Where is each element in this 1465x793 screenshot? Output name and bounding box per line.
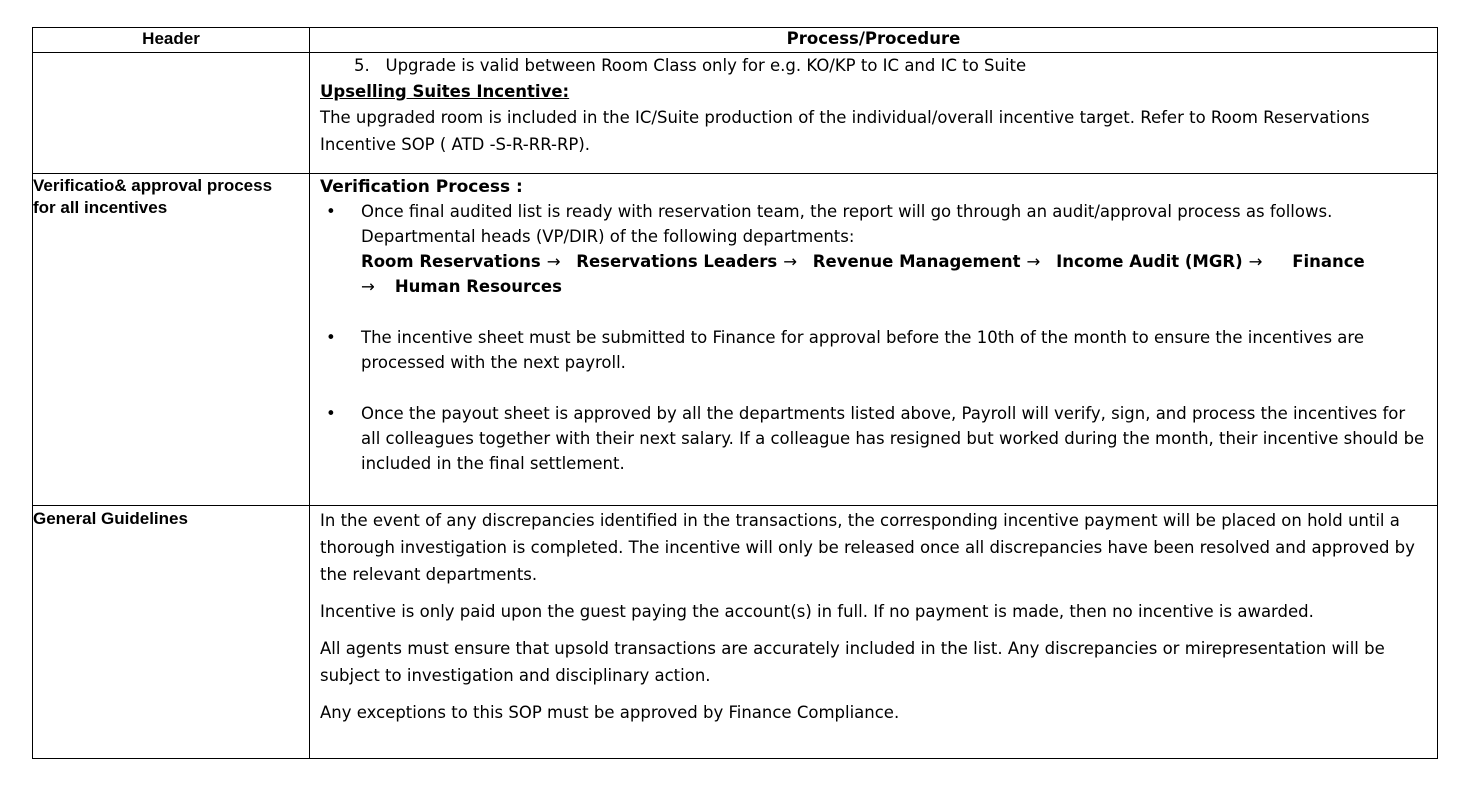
list-item [320,401,1427,476]
guideline-paragraph: All agents must ensure that upsold transactions are accurately included in the list. Any discrepancies or mirepresentation will be subject to investigation and disciplinary action. [320,639,1385,685]
bullet-icon: • [326,404,336,423]
guideline-paragraph: Any exceptions to this SOP must be approved by Finance Compliance. [320,703,900,722]
flow-step-income-audit: Income Audit (MGR) [1056,252,1243,271]
arrow-right-icon: → [1026,252,1041,271]
row-content-verification [310,174,1438,506]
approval-flow [361,249,1427,299]
flow-step-room-reservations: Room Reservations [361,252,541,271]
upselling-subheading: Upselling Suites Incentive: [320,82,570,101]
table-row-verification [33,174,1438,506]
arrow-right-icon: → [361,277,375,296]
bullet-icon: • [326,328,336,347]
verification-label-text: Verificatio& approval process for all incentives [33,176,273,217]
list-item [320,199,1427,299]
arrow-right-icon: → [1248,252,1263,271]
upselling-paragraph: The upgraded room is included in the IC/Suite production of the individual/overall incentive target. Refer to Room Reservations Incentive SOP ( ATD -S-R-RR-RP). [320,108,1370,154]
table-row-guidelines [33,506,1438,759]
sop-table [32,27,1438,759]
flow-step-revenue-management: Revenue Management [812,252,1021,271]
process-column-text: Process/Procedure [786,29,961,48]
numbered-item-number: 5. [354,56,370,75]
verification-title: Verification Process : [320,177,523,197]
flow-step-finance: Finance [1292,252,1365,271]
row-content-upselling [310,53,1438,174]
numbered-item [320,53,1427,79]
arrow-right-icon: → [546,252,561,271]
row-label-verification [33,174,310,506]
flow-step-human-resources: Human Resources [394,277,562,296]
row-content-guidelines [310,506,1438,759]
arrow-right-icon: → [783,252,798,271]
bullet-icon: • [326,202,336,221]
row-label-upselling [33,53,310,174]
table-row-upselling [33,53,1438,174]
process-column-label [310,28,1438,53]
header-column-label: Header [33,28,310,53]
bullet2-text: The incentive sheet must be submitted to Finance for approval before the 10th of the month to ensure the incentives are processed with the next payroll. [361,328,1364,372]
flow-step-reservations-leaders: Reservations Leaders [576,252,778,271]
bullet3-text: Once the payout sheet is approved by all the departments listed above, Payroll will verify, sign, and process the incentives for all colleagues together with their next salary. If a colleague has resigned but worked during the month, their incentive should be included in the final settlement. [361,404,1425,473]
numbered-item-text: Upgrade is valid between Room Class only for e.g. KO/KP to IC and IC to Suite [385,56,1027,75]
guideline-paragraph: Incentive is only paid upon the guest paying the account(s) in full. If no payment is made, then no incentive is awarded. [320,602,1314,621]
table-header-row [33,28,1438,53]
bullet1-text: Once final audited list is ready with reservation team, the report will go through an audit/approval process as follows. Departmental heads (VP/DIR) of the following departments: [361,202,1333,246]
row-label-guidelines: General Guidelines [33,506,310,759]
list-item [320,325,1427,375]
guideline-paragraph: In the event of any discrepancies identified in the transactions, the corresponding incentive payment will be placed on hold until a thorough investigation is completed. The incentive will only be released once all discrepancies have been resolved and approved by the relevant departments. [320,511,1415,584]
